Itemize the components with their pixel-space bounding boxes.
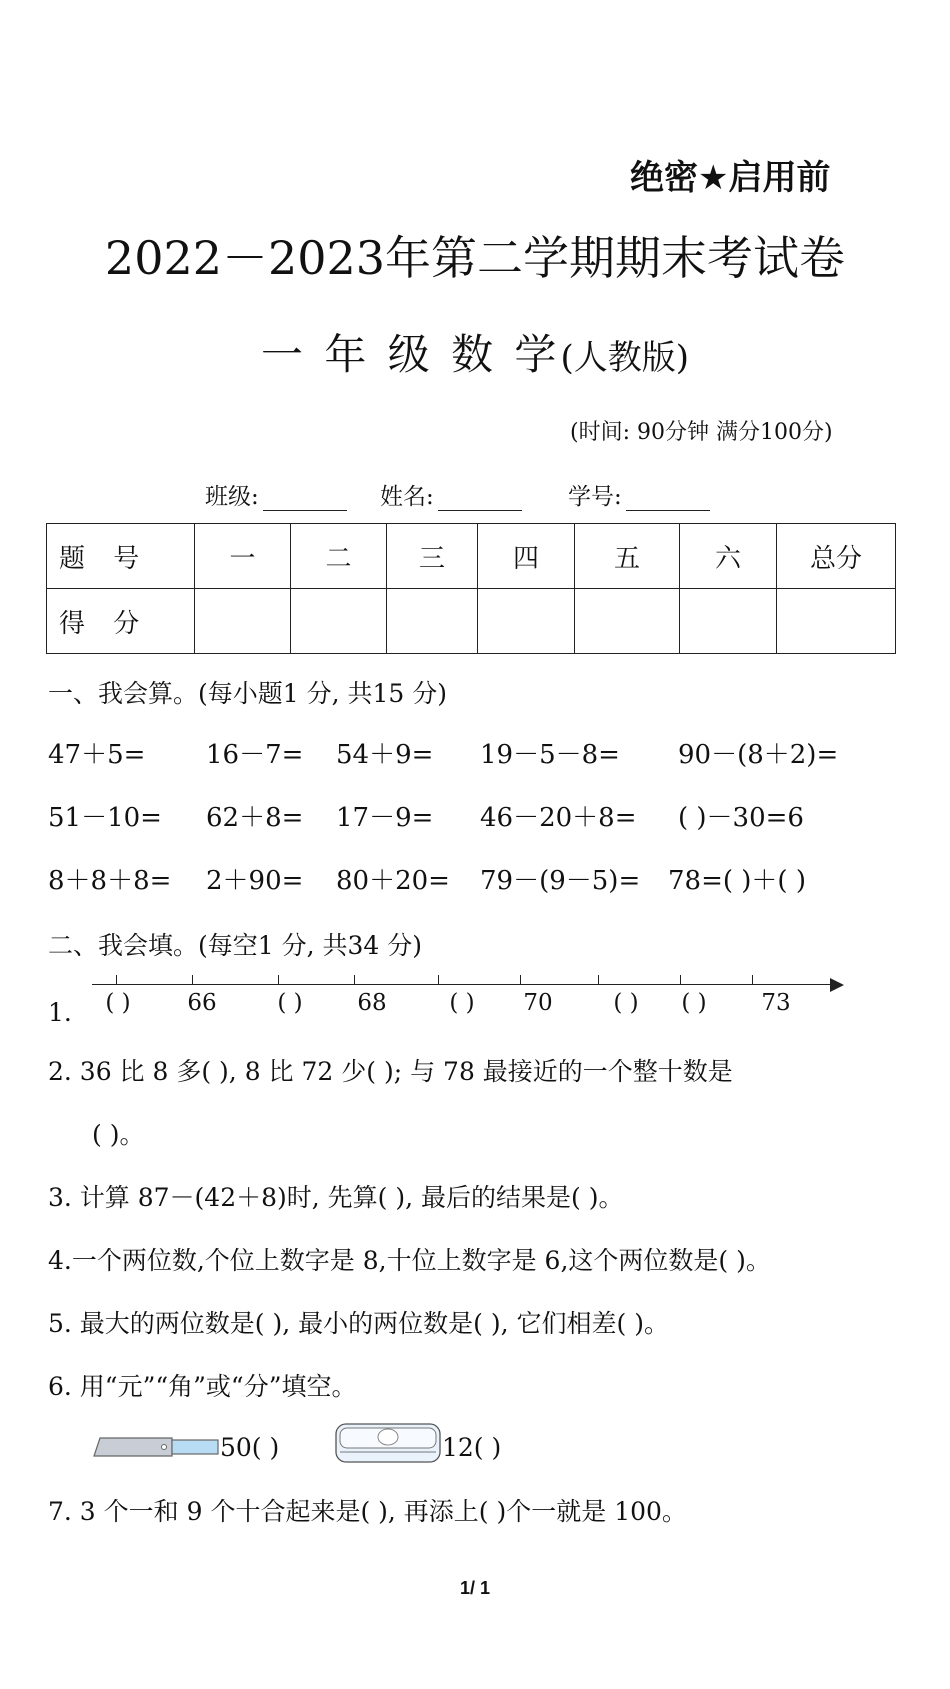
score-input-cell [387,589,478,654]
number-line-tick [438,975,439,985]
ruler-image [92,1430,220,1464]
number-line-tick [598,975,599,985]
score-table-score-row [47,589,896,654]
number-line-label: 66 [187,990,217,1016]
score-table-cell: 六 [680,524,777,589]
number-line-tick [116,975,117,985]
score-input-cell [478,589,575,654]
number-line-label: ( ) [681,990,707,1016]
student-id-label: 学号: [568,484,622,510]
name-label: 姓名: [380,484,434,510]
item-1-blank: 50( ) [220,1433,280,1462]
name-blank [438,490,522,511]
number-line-label: ( ) [277,990,303,1016]
student-id-blank [626,490,710,511]
subject-label: 一 年 级 数 学 [261,330,561,379]
calc-item: 16－7= [206,740,304,770]
score-table-cell: 一 [195,524,291,589]
score-input-cell [291,589,387,654]
score-table-cell: 三 [387,524,478,589]
question-2-line-1: 2. 36 比 8 多( ), 8 比 72 少( ); 与 78 最接近的一个整十数是 [48,1057,733,1086]
score-table-cell: 四 [478,524,575,589]
score-table-cell: 得 分 [47,589,195,654]
name-field [380,478,522,511]
calc-item: 47＋5= [48,740,146,770]
calc-item: 79－(9－5)= [480,866,641,896]
number-line-tick [278,975,279,985]
class-blank [263,490,347,511]
question-6: 6. 用“元”“角”或“分”填空。 [48,1372,357,1401]
number-line-label: ( ) [449,990,475,1016]
question-2-line-2: ( )。 [92,1120,145,1149]
score-table-cell: 总分 [777,524,896,589]
score-table-cell: 题 号 [47,524,195,589]
number-line-label: ( ) [105,990,131,1016]
calc-item: 19－5－8= [480,740,620,770]
calc-item: 2＋90= [206,866,304,896]
calc-item: 90－(8＋2)= [678,740,839,770]
student-id-field [568,478,710,511]
number-line-tick [192,975,193,985]
number-line [92,970,852,1020]
question-5: 5. 最大的两位数是( ), 最小的两位数是( ), 它们相差( )。 [48,1309,669,1338]
calc-item: 62＋8= [206,803,304,833]
section-2-title: 二、我会填。(每空1 分, 共34 分) [48,931,423,960]
score-input-cell [575,589,680,654]
score-table-cell: 五 [575,524,680,589]
number-line-label: 70 [523,990,553,1016]
calc-item: 8＋8＋8= [48,866,172,896]
score-table [46,523,896,654]
edition-label: (人教版) [560,338,689,378]
calc-item: 51－10= [48,803,162,833]
class-field [205,478,347,511]
section-1-title: 一、我会算。(每小题1 分, 共15 分) [48,679,448,708]
confidential-mark: 绝密★启用前 [630,158,831,198]
score-table-header-row [47,524,896,589]
q1-number: 1. [48,998,72,1027]
question-7: 7. 3 个一和 9 个十合起来是( ), 再添上( )个一就是 100。 [48,1497,687,1526]
exam-title: 2022－2023年第二学期期末考试卷 [104,231,846,285]
number-line-axis [92,984,832,985]
score-input-cell [680,589,777,654]
calc-item: 54＋9= [336,740,434,770]
number-line-tick [752,975,753,985]
time-info: (时间: 90分钟 满分100分) [570,420,833,445]
score-input-cell [777,589,896,654]
class-label: 班级: [205,484,259,510]
arrow-right-icon [830,978,844,992]
calc-item: 80＋20= [336,866,450,896]
question-3: 3. 计算 87－(42＋8)时, 先算( ), 最后的结果是( )。 [48,1183,624,1212]
number-line-tick [520,975,521,985]
number-line-tick [354,975,355,985]
number-line-label: ( ) [613,990,639,1016]
calc-item: 17－9= [336,803,434,833]
page-number: 1/ 1 [459,1578,491,1598]
number-line-label: 68 [357,990,387,1016]
item-2-blank: 12( ) [442,1433,502,1462]
score-input-cell [195,589,291,654]
pencil-case-image [334,1418,442,1466]
exam-subtitle [0,322,950,382]
number-line-label: 73 [761,990,791,1016]
calc-item: ( )－30=6 [678,803,804,833]
question-4: 4.一个两位数,个位上数字是 8,十位上数字是 6,这个两位数是( )。 [48,1246,771,1275]
calc-item: 46－20＋8= [480,803,637,833]
number-line-tick [680,975,681,985]
calc-item: 78=( )＋( ) [668,866,806,896]
score-table-cell: 二 [291,524,387,589]
